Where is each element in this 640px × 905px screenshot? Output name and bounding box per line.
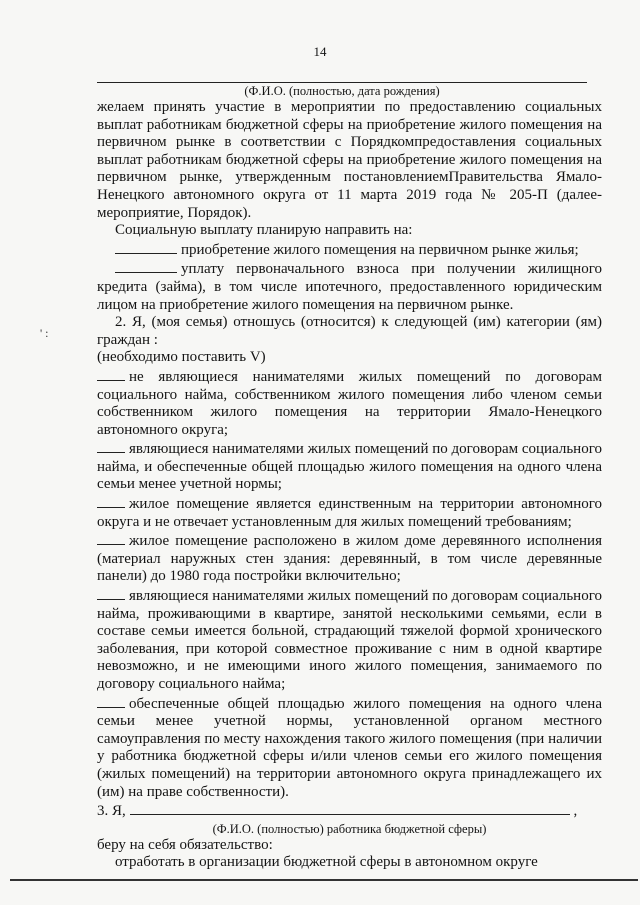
option-initial-payment-text: уплату первоначального взноса при получении жилищного кредита (займа), в том числе ипотечного, предоставленного юридическим лицом на приобретение жилого помещения на первичном рынке. [97,261,602,313]
intro-paragraph: желаем принять участие в мероприятии по предоставлению социальных выплат работникам бюджетной сферы на приобретение жилого помещения на первичном рынке в соответствии с Порядкомпредоставления социальных выплат работникам бюджетной сферы на приобретение жилого помещения на первичном рынке, утвержденным постановлениемПравительства Ямало-Ненецкого автономного округа от 11 марта 2019 года № 205-П (далее-мероприятие, Порядок). [97,99,602,221]
category-item-6-text: обеспеченные общей площадью жилого помещения на одного члена семьи менее учетной нормы, установленной органом местного самоуправления по месту нахождения такого жилого помещения (при наличии у работника бюджетной сферы и/или членов семьи его жилого помещения (жилых помещений) на территории автономного округа принадлежащего их (им) на праве собственности). [97,695,602,800]
margin-mark: ' : [40,326,49,340]
option-initial-payment [97,259,602,314]
blank-checkmark-field[interactable] [97,367,125,381]
obligation-prefix: 3. Я, [97,803,126,820]
category-item-2-text: являющиеся нанимателями жилых помещений по договорам социального найма, и обеспеченные общей площадью жилого помещения на одного члена семьи менее учетной нормы; [97,441,602,493]
category-item-2 [97,439,602,494]
obligation-heading: беру на себя обязательство: [97,836,273,853]
blank-field[interactable] [115,259,177,273]
obligation-name-line: 3. Я, , [97,803,578,820]
blank-checkmark-field[interactable] [97,494,125,508]
option-primary-market [97,240,602,260]
category-item-5 [97,586,602,694]
blank-checkmark-field[interactable] [97,694,125,708]
caption-employee-name: (Ф.И.О. (полностью) работника бюджетной сферы) [212,821,487,836]
category-heading: 2. Я, (моя семья) отношусь (относится) к следующей (им) категории (ям) граждан : [97,314,602,348]
category-item-3 [97,494,602,531]
option-primary-market-text: приобретение жилого помещения на первичном рынке жилья; [181,241,579,258]
page-number: 14 [313,44,327,59]
category-item-3-text: жилое помещение является единственным на территории автономного округа и не отвечает установленным для жилых помещений требованиям; [97,496,602,530]
blank-field[interactable] [115,240,177,254]
payment-direction-heading: Социальную выплату планирую направить на: [115,222,413,239]
blank-checkmark-field[interactable] [97,531,125,545]
document-body [97,99,602,872]
category-item-5-text: являющиеся нанимателями жилых помещений по договорам социального найма, проживающими в квартире, занятой несколькими семьями, если в составе семьи имеется больной, страдающий тяжелой формой хронического заболевания, при которой совместное проживание с ним в одной квартире невозможно, и не имеющими иного жилого помещения, занимаемого по договору социального найма; [97,588,602,692]
blank-checkmark-field[interactable] [97,586,125,600]
employee-name-field[interactable] [130,801,570,815]
blank-checkmark-field[interactable] [97,439,125,453]
category-item-6 [97,694,602,802]
category-item-1 [97,367,602,439]
category-item-1-text: не являющиеся нанимателями жилых помещений по договорам социального найма, собственником жилого помещения либо членом семьи собственником жилого помещения на территории Ямало-Ненецкого автономного округа; [97,368,602,438]
caption-full-name-birthdate: (Ф.И.О. (полностью, дата рождения) [244,84,440,98]
category-instruction: (необходимо поставить V) [97,349,266,366]
bottom-rule [10,879,638,881]
signature-line-top [97,82,587,83]
category-item-4-text: жилое помещение расположено в жилом доме деревянного исполнения (материал наружных стен здания: деревянный, в том числе деревянные панели) до 1980 года постройки включительно; [97,533,602,585]
category-item-4 [97,531,602,586]
obligation-text: отработать в организации бюджетной сферы в автономном округе [115,854,538,871]
